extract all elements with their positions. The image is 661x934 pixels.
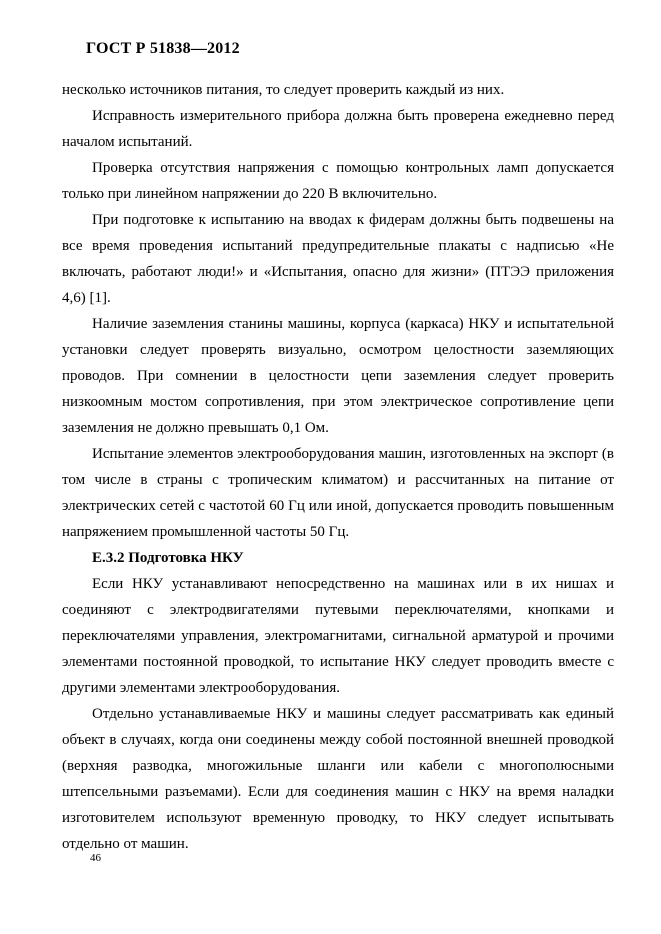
paragraph: Проверка отсутствия напряжения с помощью контрольных ламп допускается только при линейном напряжении до 220 В включительно. [62,160,614,202]
paragraph-continuation: несколько источников питания, то следует проверить каждый из них. [62,82,505,98]
document-body [62,77,614,857]
page-number: 46 [90,852,101,864]
paragraph: Испытание элементов электрооборудования машин, изготовленных на экспорт (в том числе в страны с тропическим климатом) и рассчитанных на питание от электрических сетей с частотой 60 Гц или иной, допускается проводить повышенным напряжением промышленной частоты 50 Гц. [62,446,614,540]
paragraph: Наличие заземления станины машины, корпуса (каркаса) НКУ и испытательной установки следует проверять визуально, осмотром целостности заземляющих проводов. При сомнении в целостности цепи заземления следует проверить низкоомным мостом сопротивления, при этом электрическое сопротивление цепи заземления не должно превышать 0,1 Ом. [62,316,614,436]
paragraph: Исправность измерительного прибора должна быть проверена ежедневно перед началом испытаний. [62,108,614,150]
paragraph: Если НКУ устанавливают непосредственно на машинах или в их нишах и соединяют с электродвигателями путевыми переключателями, кнопками и переключателями управления, электромагнитами, сигнальной арматурой и прочими элементами постоянной проводкой, то испытание НКУ следует проводить вместе с другими элементами электрооборудования. [62,576,614,696]
document-header: ГОСТ Р 51838—2012 [86,40,240,57]
paragraph: При подготовке к испытанию на вводах к фидерам должны быть подвешены на все время проведения испытаний предупредительные плакаты с надписью «Не включать, работают люди!» и «Испытания, опасно для жизни» (ПТЭЭ приложения 4,6) [1]. [62,212,614,306]
section-heading: Е.3.2 Подготовка НКУ [92,550,244,566]
paragraph: Отдельно устанавливаемые НКУ и машины следует рассматривать как единый объект в случаях, когда они соединены между собой постоянной внешней проводкой (верхняя разводка, многожильные шланги или кабели с многополюсными штепсельными разъемами). Если для соединения машин с НКУ на время наладки изготовителем используют временную проводку, то НКУ следует испытывать отдельно от машин. [62,706,614,852]
